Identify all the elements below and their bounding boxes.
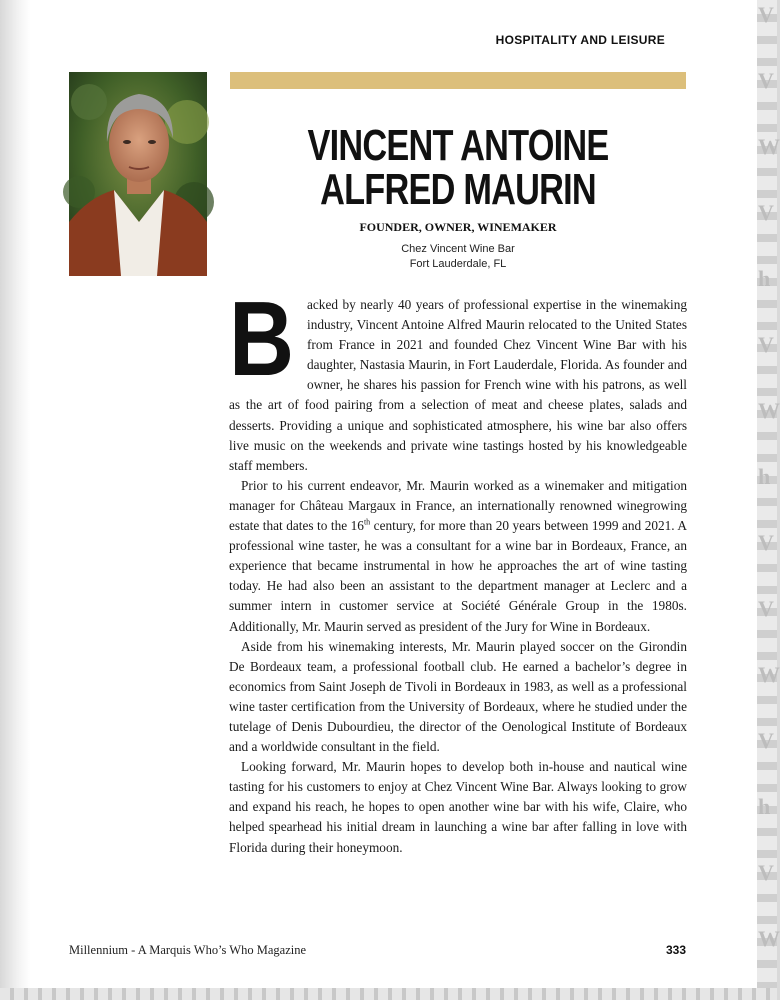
page-stack-edge (0, 988, 777, 1000)
profile-photo (69, 72, 207, 276)
article-paragraph-1: Backed by nearly 40 years of professional expertise in the winemaking industry, Vincent Antoine Alfred Maurin relocated to the United States from France in 2021 and founded Chez Vincent Wine Bar with his daughter, Nastasia Maurin, in Fort Lauderdale, Florida. As founder and owner, he shares his passion for French wine with his patrons, as well as the art of food pairing from a selection of meat and cheese plates, salads and desserts. Providing a unique and sophisticated atmosphere, his wine bar also offers live music on the weekends and private wine tastings hosted by his knowledgeable staff members. (229, 280, 687, 473)
article-paragraph-4: Looking forward, Mr. Maurin hopes to develop both in-house and nautical wine tasting for his customers to enjoy at Chez Vincent Wine Bar. Always looking to grow and expand his reach, he hopes to open another wine bar with his wife, Claire, who helped spearhead his initial dream in launching a wine bar after falling in love with Florida during their honeymoon. (229, 759, 687, 855)
profile-name-line1: VINCENT ANTOINE (307, 121, 609, 170)
publication-name: Millennium - A Marquis Who’s Who Magazine (69, 943, 307, 957)
portrait-illustration (69, 72, 207, 276)
article-body (229, 280, 687, 858)
profile-organization (230, 242, 686, 272)
page-number: 333 (665, 943, 686, 957)
drop-cap: B (229, 280, 295, 398)
article-paragraph-3: Aside from his winemaking interests, Mr. Maurin played soccer on the Girondin De Bordeaux team, a professional football club. He earned a bachelor’s degree in economics from Saint Joseph de Tivoli in Bordeaux in 1983, as well as a professional wine taster certification from the University of Bordeaux, where he studied under the tutelage of Denis Dubourdieu, the director of the Oenological Institute of Bordeaux and a worldwide consultant in the field. (229, 638, 687, 755)
article-paragraph-2: Prior to his current endeavor, Mr. Maurin worked as a winemaker and mitigation manager for Château Margaux in France, an internationally renowned winegrowing estate that dates to the 16th century, for more than 20 years between 1999 and 2021. A professional wine taster, he was a consultant for a wine bar in Bordeaux, France, an experience that became instrumental in how he approaches the art of wine tasting today. He had also been an assistant to the department manager at Leclerc and a summer intern in customer service at Société Générale Group in the 1980s. Additionally, Mr. Maurin served as president of the Jury for Wine in Bordeaux. (229, 477, 687, 634)
adjacent-page-edge: V V W V h V W h V V W V h V W (757, 0, 777, 1000)
page-gutter-shadow (0, 0, 30, 988)
profile-role: FOUNDER, OWNER, WINEMAKER (359, 220, 557, 234)
profile-name (280, 121, 636, 214)
header-accent-bar (230, 72, 686, 89)
organization-location: Fort Lauderdale, FL (409, 258, 507, 270)
section-label: HOSPITALITY AND LEISURE (495, 33, 665, 47)
profile-name-line2: ALFRED MAURIN (320, 165, 596, 214)
organization-name: Chez Vincent Wine Bar (401, 243, 515, 255)
